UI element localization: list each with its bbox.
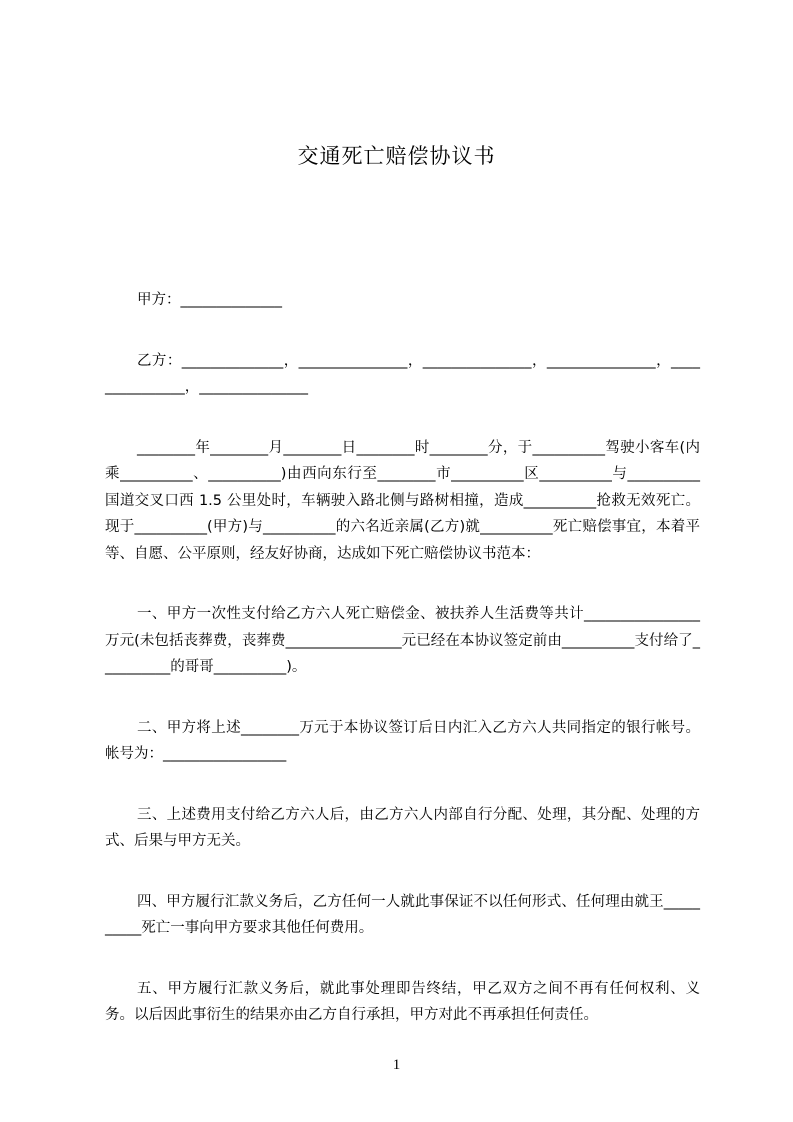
- clause-5: 五、甲方履行汇款义务后，就此事处理即告终结，甲乙双方之间不再有任何权利、义务。以后因此事衍生的结果亦由乙方自行承担，甲方对此不再承担任何责任。: [105, 980, 700, 1023]
- page-number: 1: [392, 1057, 401, 1073]
- clause-4: 四、甲方履行汇款义务后，乙方任何一人就此事保证不以任何形式、任何理由就王__________死亡一事向甲方要求其他任何费用。: [105, 893, 700, 936]
- party-b-line: 乙方：______________，_______________，_______________，_______________，_______________，_______________: [105, 352, 700, 395]
- document-body: [105, 287, 700, 1029]
- clause-3: 三、上述费用支付给乙方六人后，由乙方六人内部自行分配、处理，其分配、处理的方式、后果与甲方无关。: [105, 806, 700, 849]
- clause-2: 二、甲方将上述________万元于本协议签订后日内汇入乙方六人共同指定的银行帐号。帐号为：_________________: [105, 719, 700, 762]
- party-a-line: 甲方：______________: [137, 292, 282, 308]
- intro-paragraph: ________年________月________日________时________分，于__________驾驶小客车(内乘__________、__________)由西向东行至________市__________区__________与__________国道交叉口西 1.5 公里处时，车辆驶入路北侧与路树相撞，造成__________抢救无效死亡。现于__________(甲方)与__________的六名近亲属(乙方)就__________死亡赔偿事宜，本着平等、自愿、公平原则，经友好协商，达成如下死亡赔偿协议书范本：: [105, 439, 700, 562]
- document-title: 交通死亡赔偿协议书: [297, 144, 496, 168]
- clause-1: 一、甲方一次性支付给乙方六人死亡赔偿金、被扶养人生活费等共计________________万元(未包括丧葬费，丧葬费________________元已经在本协议签定前由__________支付给了__________的哥哥__________)。: [105, 606, 700, 675]
